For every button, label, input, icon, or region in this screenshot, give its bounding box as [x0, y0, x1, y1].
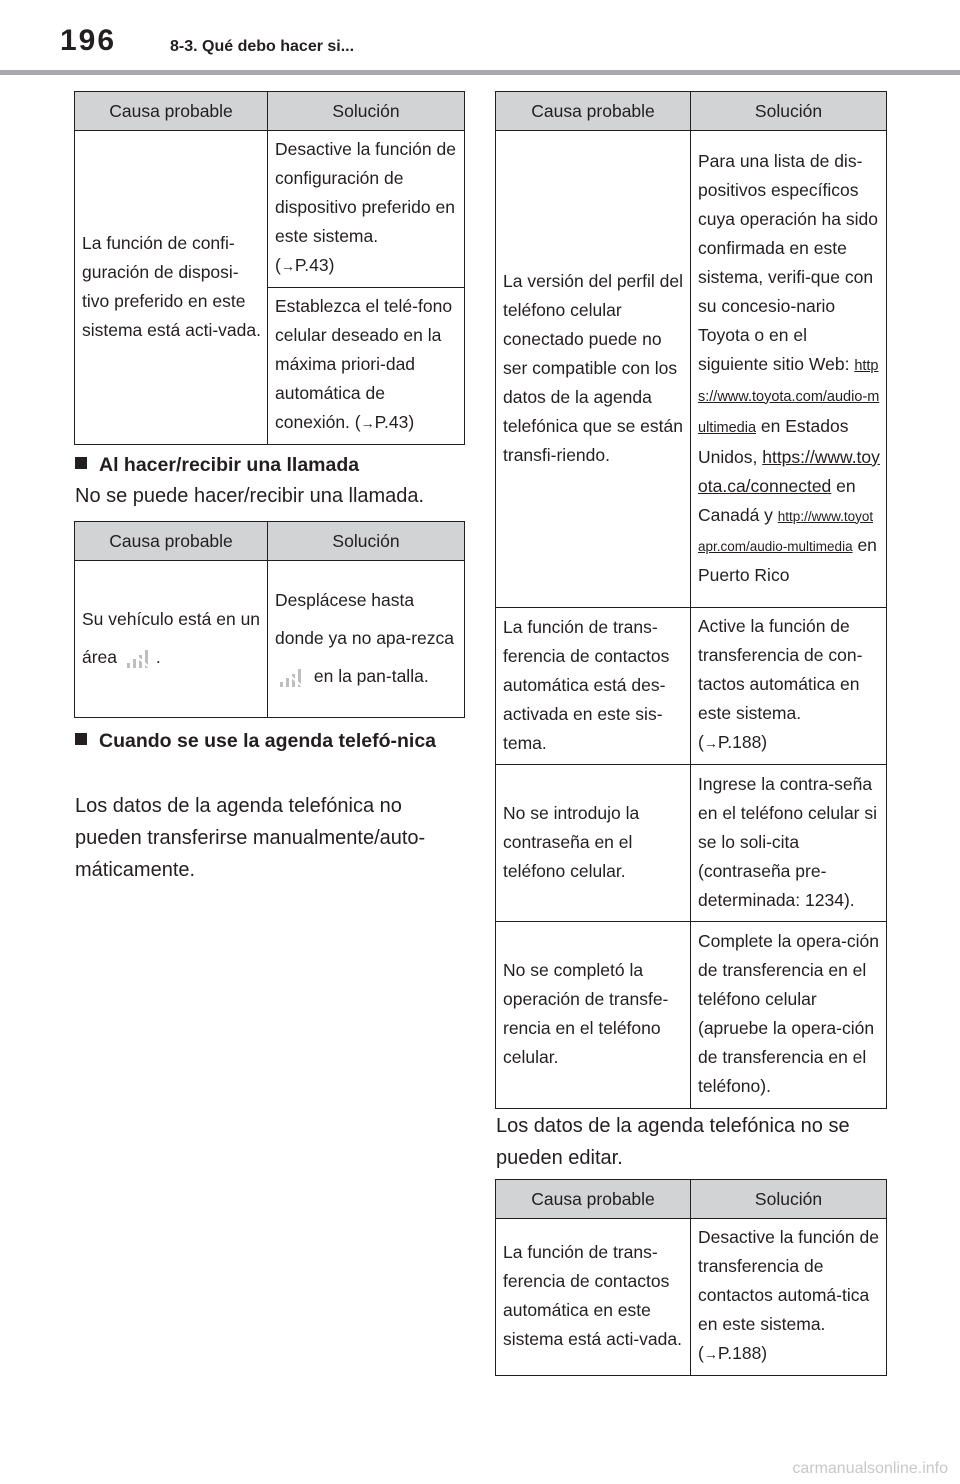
- column-header-cause: Causa probable: [75, 522, 268, 561]
- toyota-ca-link[interactable]: https://www.toyota.ca/connected: [698, 446, 880, 496]
- solution-cell: Complete la opera-ción de transferencia en el teléfono celular (apruebe la opera-ción de transferencia en el teléfono).: [691, 922, 887, 1109]
- solution-text: en Estados Unidos,: [698, 415, 849, 467]
- column-header-solution: Solución: [691, 92, 887, 131]
- solution-cell: [268, 561, 465, 718]
- watermark: carmanualsonline.info: [792, 1460, 948, 1477]
- call-table: [74, 521, 465, 718]
- cause-cell: No se completó la operación de transfe-rencia en el teléfono celular.: [496, 922, 691, 1109]
- solution-cell: [691, 131, 887, 608]
- page-reference: P.43): [374, 412, 415, 432]
- solution-text-end: en la pan-talla.: [313, 666, 429, 686]
- call-description: No se puede hacer/recibir una llamada.: [75, 485, 425, 507]
- solution-text: Active la función de transferencia de con-tactos automática en este sistema.: [698, 616, 863, 723]
- page-reference: P.43): [294, 255, 335, 275]
- header-divider: [0, 70, 960, 75]
- column-header-solution: Solución: [691, 1180, 887, 1219]
- cause-cell: La función de trans-ferencia de contactos automática en este sistema está acti-vada.: [496, 1219, 691, 1376]
- contact-transfer-table: [495, 1179, 887, 1376]
- column-header-solution: Solución: [268, 92, 465, 131]
- solution-text: en Canadá y: [698, 475, 856, 525]
- solution-text: Desplácese hasta donde ya no apa-rezca: [275, 590, 455, 648]
- column-header-solution: Solución: [268, 522, 465, 561]
- solution-cell: Ingrese la contra-seña en el teléfono celular si se lo soli-cita (contraseña pre-determinada: 1234).: [691, 765, 887, 922]
- arrow-icon: →: [703, 735, 718, 751]
- page-reference: P.188): [717, 1343, 768, 1363]
- arrow-icon: →: [360, 415, 375, 431]
- solution-cell: Desactive la función de configuración de dispositivo preferido en este sistema. (→P.43): [268, 131, 465, 288]
- page-reference: P.188): [717, 732, 768, 752]
- toyota-us-link[interactable]: https://www.toyota.com/audio-multimedia: [698, 357, 880, 436]
- subheading-text: Al hacer/recibir una llamada: [99, 454, 360, 476]
- cause-cell: [75, 561, 268, 718]
- cause-cell: La función de trans-ferencia de contactos automática está des-activada en este sis-tema.: [496, 608, 691, 765]
- cause-cell: La versión del perfil del teléfono celular conectado puede no ser compatible con los datos de la agenda telefónica que se están transfi-riendo.: [496, 131, 691, 608]
- column-header-cause: Causa probable: [496, 92, 691, 131]
- agenda-description: Los datos de la agenda telefónica no pueden transferirse manualmente/auto-máticamente.: [75, 795, 426, 881]
- edit-description: Los datos de la agenda telefónica no se pueden editar.: [496, 1115, 850, 1169]
- cause-cell: La función de confi-guración de disposi-tivo preferido en este sistema está acti-vada.: [75, 131, 268, 445]
- agenda-transfer-table: [495, 91, 887, 1109]
- solution-cell: Active la función de transferencia de con-tactos automática en este sistema. (→P.188): [691, 608, 887, 765]
- column-header-cause: Causa probable: [75, 92, 268, 131]
- subheading-text: Cuando se use la agenda telefó-nica: [99, 730, 437, 752]
- square-bullet-icon: [75, 733, 87, 745]
- arrow-icon: →: [280, 258, 295, 274]
- cause-cell: No se introdujo la contraseña en el teléfono celular.: [496, 765, 691, 922]
- subheading-agenda: [75, 726, 475, 756]
- preferred-device-table: [74, 91, 465, 445]
- column-header-cause: Causa probable: [496, 1180, 691, 1219]
- page-number: 196: [60, 24, 117, 57]
- cause-text-end: .: [155, 647, 161, 667]
- solution-text: Desactive la función de transferencia de contactos automá-tica en este sistema.: [698, 1227, 879, 1334]
- no-signal-icon: [126, 647, 152, 669]
- solution-text: Desactive la función de configuración de dispositivo preferido en este sistema.: [275, 139, 456, 246]
- cause-text: Su vehículo está en un área: [82, 609, 261, 667]
- solution-text: en Puerto Rico: [698, 534, 877, 585]
- no-signal-icon: [279, 666, 305, 688]
- solution-cell: Desactive la función de transferencia de contactos automá-tica en este sistema. (→P.188): [691, 1219, 887, 1376]
- page-header: [0, 0, 960, 78]
- section-title: 8-3. Qué debo hacer si...: [170, 38, 355, 55]
- toyota-pr-link[interactable]: http://www.toyotapr.com/audio-multimedia: [698, 508, 874, 554]
- solution-text: Establezca el telé-fono celular deseado en la máxima priori-dad automática de conexión. (: [275, 296, 453, 432]
- solution-cell: [268, 288, 465, 445]
- arrow-icon: →: [703, 1346, 718, 1362]
- square-bullet-icon: [75, 457, 87, 469]
- solution-text: Para una lista de dis-positivos específicos cuya operación ha sido confirmada en este sistema, verifi-que con su concesio-nario Toyota o en el siguiente sitio Web:: [698, 150, 878, 374]
- subheading-call: [75, 450, 465, 480]
